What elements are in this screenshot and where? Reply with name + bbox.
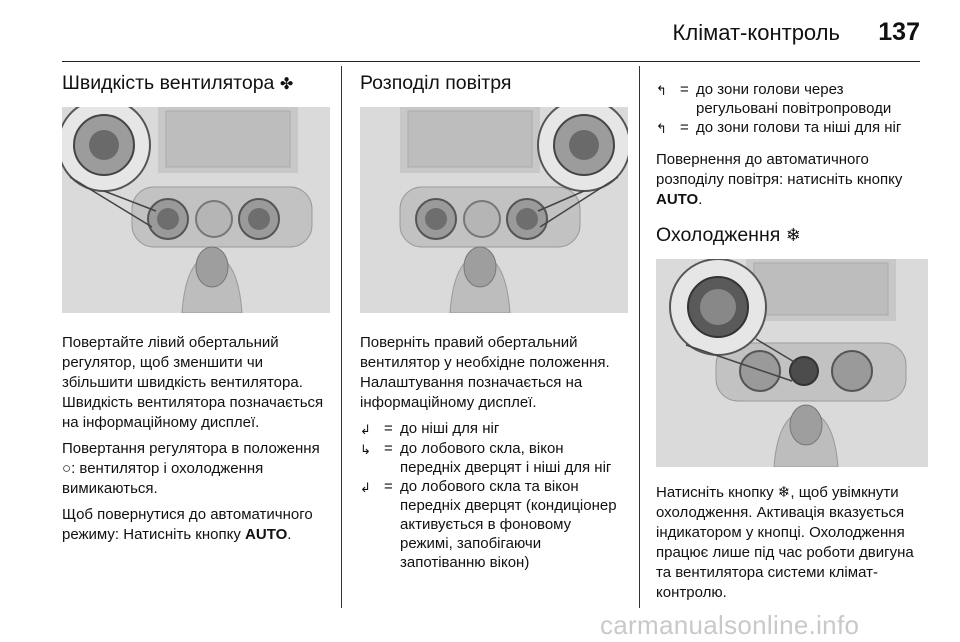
section-heading: Охолодження ❄ <box>656 224 801 246</box>
definition-list <box>360 419 628 572</box>
chapter-title: Клімат-контроль <box>672 20 840 45</box>
dashboard-photo-left-knob <box>62 107 330 313</box>
definition-item: ↲ = до лобового скла та вікон передніх дверцят (кондиціонер активується в фоновому режимі, запобігаючи запотіванню вікон) <box>360 478 617 571</box>
page-header <box>0 0 960 62</box>
paragraph: Поверніть правий обертальний вентилятор у необхідне положення. Налаштування позначається на інформаційному дисплеї. <box>360 334 610 411</box>
paragraph: Повертайте лівий обертальний регулятор, щоб зменшити чи збільшити швидкість вентилятора. Швидкість вентилятора позначається на інформаційному дисплеї. <box>62 334 324 431</box>
dashboard-photo-ac-button <box>656 259 928 467</box>
section-air-distribution <box>360 72 628 572</box>
paragraph: Натисніть кнопку ❄, щоб увімкнути охолодження. Активація вказується індикатором у кнопці. Охолодження працює лише під час роботи двигуна та вентилятора системи клімат-контролю. <box>656 484 914 601</box>
dashboard-photo-right-knob <box>360 107 628 313</box>
paragraph: Щоб повернутися до автоматичного режиму: Натисніть кнопку AUTO. <box>62 506 313 543</box>
paragraph: Повернення до автоматичного розподілу повітря: натисніть кнопку AUTO. <box>656 151 903 208</box>
definition-item: ↲ = до ніші для ніг <box>360 420 500 437</box>
snowflake-icon: ❄ <box>785 225 801 245</box>
fan-icon: ✤ <box>279 76 294 93</box>
definition-item: ↰ = до зони голови через регульовані повітропроводи <box>656 81 892 117</box>
airflow-head-footwell-icon: ↰ <box>656 121 667 136</box>
section-air-distribution-cont <box>656 80 928 609</box>
airflow-head-icon: ↰ <box>656 83 667 98</box>
section-heading: Швидкість вентилятора ✤ <box>62 72 294 94</box>
definition-item: ↳ = до лобового скла, вікон передніх дверцят і ніші для ніг <box>360 440 612 476</box>
page-number: 137 <box>878 18 920 46</box>
definition-item: ↰ = до зони голови та ніші для ніг <box>656 119 902 136</box>
section-fan-speed <box>62 72 330 551</box>
header-divider <box>62 61 920 62</box>
airflow-footwell-icon: ↲ <box>360 422 371 437</box>
watermark: carmanualsonline.info <box>600 610 860 640</box>
airflow-windscreen-footwell-icon: ↳ <box>360 442 371 457</box>
paragraph: Повертання регулятора в положення ○: вентилятор і охолодження вимикаються. <box>62 440 320 497</box>
column-divider <box>341 66 342 608</box>
section-heading: Розподіл повітря <box>360 72 512 94</box>
airflow-windscreen-icon: ↲ <box>360 480 371 495</box>
column-divider <box>639 66 640 608</box>
